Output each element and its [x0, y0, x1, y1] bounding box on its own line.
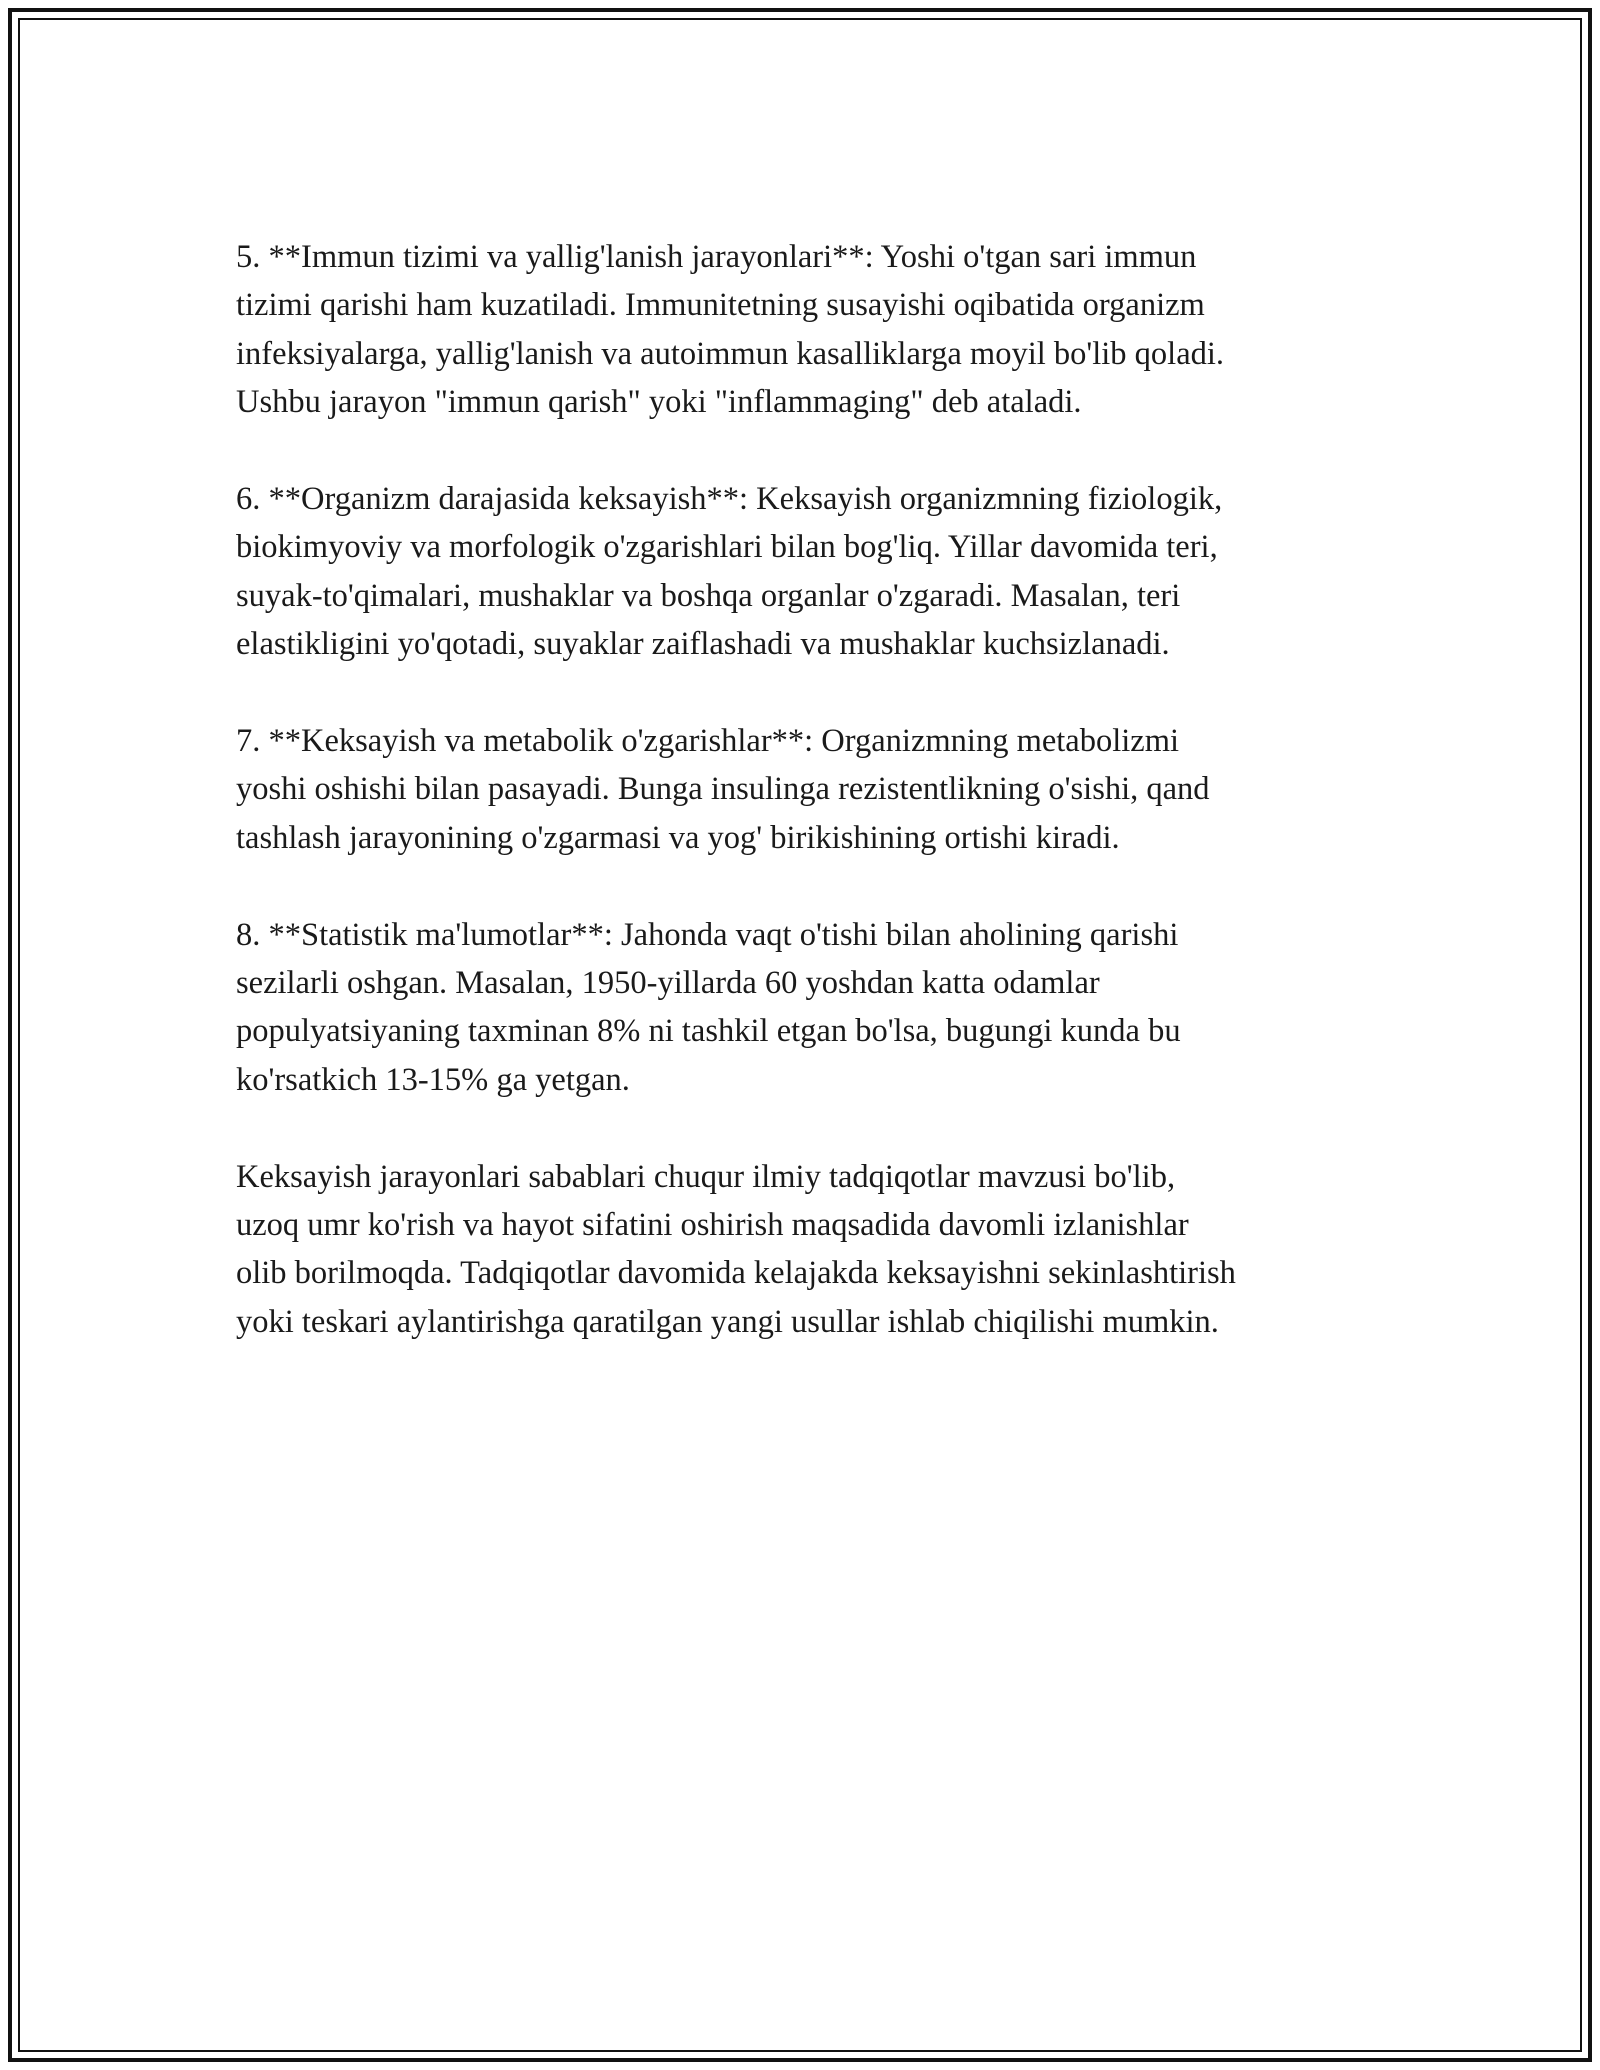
text-line: Keksayish jarayonlari sabablari chuqur ilmiy tadqiqotlar mavzusi bo'lib, — [236, 1158, 1176, 1195]
text-line: yoshi oshishi bilan pasayadi. Bunga insulinga rezistentlikning o'sishi, qand — [236, 771, 1210, 808]
text-line: yoki teskari aylantirishga qaratilgan yangi usullar ishlab chiqilishi mumkin. — [236, 1303, 1219, 1340]
text-line: 6. **Organizm darajasida keksayish**: Keksayish organizmning fiziologik, — [236, 481, 1223, 518]
text-line: suyak-to'qimalari, mushaklar va boshqa organlar o'zgaradi. Masalan, teri — [236, 577, 1181, 614]
text-line: ko'rsatkich 13-15% ga yetgan. — [236, 1061, 630, 1098]
text-line: tizimi qarishi ham kuzatiladi. Immunitetning susayishi oqibatida organizm — [236, 287, 1205, 324]
text-line: Ushbu jarayon "immun qarish" yoki "inflammaging" deb ataladi. — [236, 384, 1082, 421]
paragraph-metabolic-changes — [236, 717, 1376, 862]
document-body — [236, 233, 1376, 1395]
paragraph-statistics — [236, 911, 1376, 1105]
text-line: sezilarli oshgan. Masalan, 1950-yillarda 60 yoshdan katta odamlar — [236, 965, 1100, 1002]
paragraph-organism-aging — [236, 475, 1376, 669]
text-line: populyatsiyaning taxminan 8% ni tashkil etgan bo'lsa, bugungi kunda bu — [236, 1013, 1181, 1050]
text-line: 8. **Statistik ma'lumotlar**: Jahonda vaqt o'tishi bilan aholining qarishi — [236, 916, 1179, 953]
text-line: uzoq umr ko'rish va hayot sifatini oshirish maqsadida davomli izlanishlar — [236, 1207, 1189, 1244]
text-line: 5. **Immun tizimi va yallig'lanish jarayonlari**: Yoshi o'tgan sari immun — [236, 239, 1197, 275]
text-line: olib borilmoqda. Tadqiqotlar davomida kelajakda keksayishni sekinlashtirish — [236, 1255, 1236, 1292]
paragraph-immune-system — [236, 233, 1376, 427]
text-line: biokimyoviy va morfologik o'zgarishlari bilan bog'liq. Yillar davomida teri, — [236, 529, 1218, 566]
text-line: elastikligini yo'qotadi, suyaklar zaiflashadi va mushaklar kuchsizlanadi. — [236, 626, 1170, 663]
paragraph-conclusion — [236, 1153, 1376, 1347]
text-line: infeksiyalarga, yallig'lanish va autoimmun kasalliklarga moyil bo'lib qoladi. — [236, 335, 1225, 372]
text-line: 7. **Keksayish va metabolik o'zgarishlar**: Organizmning metabolizmi — [236, 723, 1180, 760]
text-line: tashlash jarayonining o'zgarmasi va yog' birikishining ortishi kiradi. — [236, 819, 1120, 856]
